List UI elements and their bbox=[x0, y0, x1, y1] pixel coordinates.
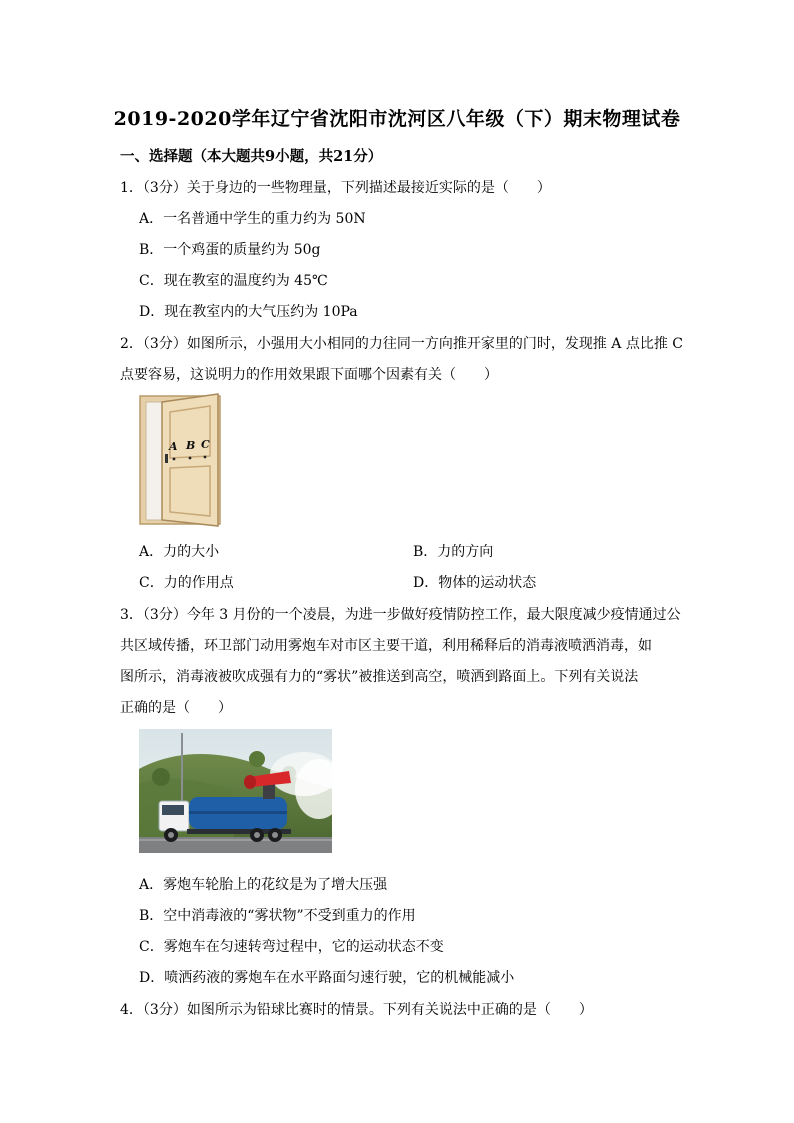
door-label-a: A bbox=[169, 440, 178, 453]
question-3-text-line-4: 正确的是（ ） bbox=[120, 700, 232, 716]
question-1-option-d: D．现在教室内的大气压约为 10Pa bbox=[139, 304, 358, 320]
question-2-text-line-1: 2．（3分）如图所示，小强用大小相同的力往同一方向推开家里的门时，发现推 A 点比推 C bbox=[120, 336, 683, 352]
question-3-text-line-1: 3．（3分）今年 3 月份的一个凌晨，为进一步做好疫情防控工作，最大限度减少疫情通过公 bbox=[120, 607, 681, 623]
question-1-option-b: B．一个鸡蛋的质量约为 50g bbox=[139, 242, 321, 258]
door-label-c: C bbox=[201, 438, 210, 451]
question-2-text-line-2: 点要容易，这说明力的作用效果跟下面哪个因素有关（ ） bbox=[120, 367, 498, 383]
question-3-text-line-2: 共区域传播，环卫部门动用雾炮车对市区主要干道，利用稀释后的消毒液喷洒消毒，如 bbox=[120, 638, 652, 654]
question-2-option-a: A．力的大小 bbox=[139, 544, 220, 560]
door-figure bbox=[138, 392, 228, 528]
fog-cannon-truck-photo bbox=[139, 729, 332, 853]
question-2-option-b: B．力的方向 bbox=[413, 544, 494, 560]
question-3-option-a: A．雾炮车轮胎上的花纹是为了增大压强 bbox=[139, 877, 388, 893]
question-1-option-a: A．一名普通中学生的重力约为 50N bbox=[139, 211, 366, 227]
question-2-option-c: C．力的作用点 bbox=[139, 575, 234, 591]
question-4-text: 4．（3分）如图所示为铅球比赛时的情景。下列有关说法中正确的是（ ） bbox=[120, 1002, 593, 1018]
question-1-option-c: C．现在教室的温度约为 45℃ bbox=[139, 273, 328, 289]
section-heading: 一、选择题（本大题共9小题，共21分） bbox=[120, 148, 383, 165]
question-2-option-d: D．物体的运动状态 bbox=[413, 575, 537, 591]
question-3-option-b: B．空中消毒液的“雾状物”不受到重力的作用 bbox=[139, 908, 416, 924]
door-label-b: B bbox=[186, 439, 196, 452]
question-3-option-c: C．雾炮车在匀速转弯过程中，它的运动状态不变 bbox=[139, 939, 444, 955]
question-1-text: 1．（3分）关于身边的一些物理量，下列描述最接近实际的是（ ） bbox=[120, 180, 551, 196]
question-3-option-d: D．喷洒药液的雾炮车在水平路面匀速行驶，它的机械能减小 bbox=[139, 970, 515, 986]
question-3-text-line-3: 图所示，消毒液被吹成强有力的“雾状”被推送到高空，喷洒到路面上。下列有关说法 bbox=[120, 669, 639, 685]
page-title: 2019-2020学年辽宁省沈阳市沈河区八年级（下）期末物理试卷 bbox=[113, 108, 681, 130]
